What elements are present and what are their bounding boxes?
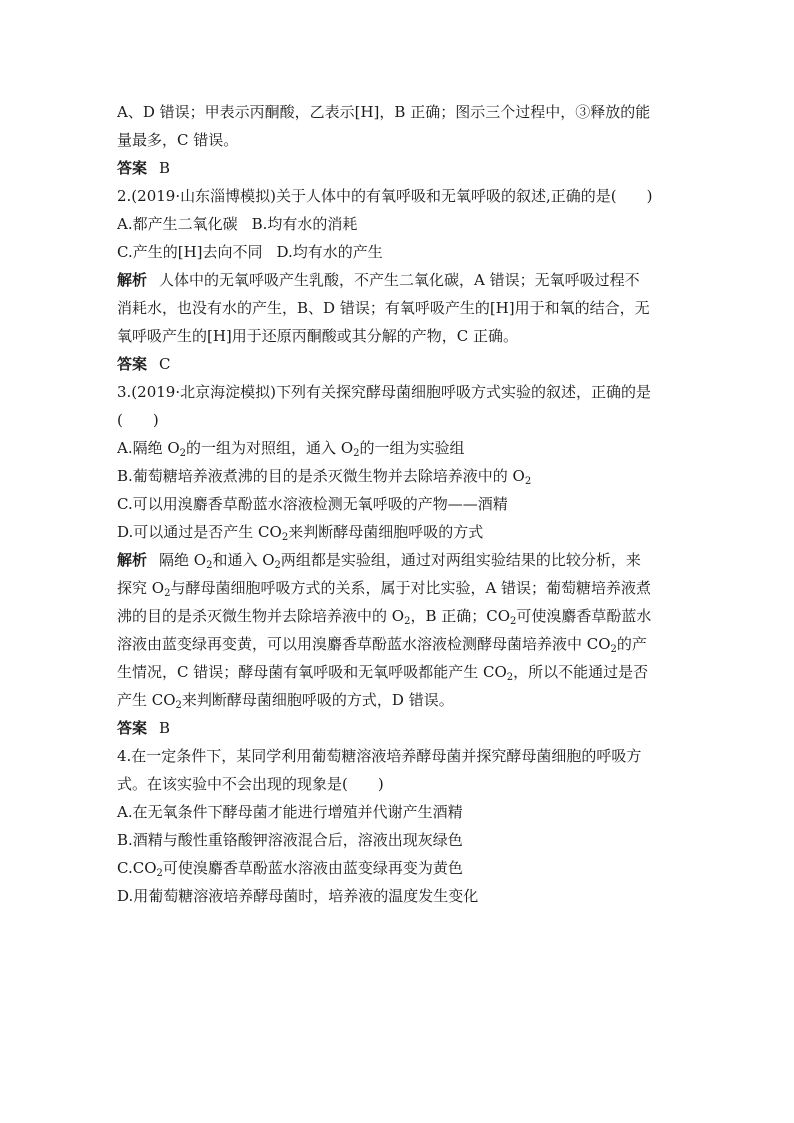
- q2-option-b: B.均有水的消耗: [251, 215, 358, 233]
- answer-label: 答案: [117, 159, 148, 177]
- answer-value: B: [159, 719, 171, 737]
- subscript: 2: [404, 616, 411, 627]
- q2-explanation-text: 人体中的无氧呼吸产生乳酸，不产生二氧化碳，A 错误；无氧呼吸过程不: [159, 271, 640, 289]
- answer-value: B: [159, 159, 171, 177]
- subscript: 2: [164, 588, 171, 599]
- subscript: 2: [506, 672, 514, 683]
- text: D.可以通过是否产生 CO: [117, 523, 282, 541]
- q2-explanation-line: 氧呼吸产生的[H]用于还原丙酮酸或其分解的产物，C 正确。: [117, 327, 519, 345]
- text: 溶液由蓝变绿再变黄，可以用溴麝香草酚蓝水溶液检测酵母菌培养液中 CO: [117, 635, 611, 653]
- q4-stem: 式。在该实验中不会出现的现象是( ): [117, 775, 384, 793]
- q3-explanation-line: [117, 574, 679, 602]
- q3-explanation-line: [117, 686, 679, 714]
- q4-option-d: D.用葡萄糖溶液培养酵母菌时，培养液的温度发生变化: [117, 887, 479, 905]
- q2-options-row: [117, 210, 679, 238]
- text: 来判断酵母菌细胞呼吸的方式: [288, 523, 484, 541]
- q3-option-b: [117, 462, 679, 490]
- text: 产生 CO: [117, 691, 176, 709]
- subscript: 2: [179, 448, 187, 459]
- text: 和通入 O: [212, 551, 275, 569]
- document-page: [117, 98, 679, 910]
- text: 沸的目的是杀灭微生物并去除培养液中的 O: [117, 607, 405, 625]
- text: 可使溴麝香草酚蓝水: [516, 607, 652, 625]
- q2-explanation-line: [117, 266, 679, 294]
- q2-option-a: A.都产生二氧化碳: [117, 215, 238, 233]
- text: 的产: [616, 635, 647, 653]
- q3-explanation-line: [117, 658, 679, 686]
- q2-option-d: D.均有水的产生: [276, 243, 383, 261]
- q4-option-a: A.在无氧条件下酵母菌才能进行增殖并代谢产生酒精: [117, 803, 463, 821]
- q4-option-b: B.酒精与酸性重铬酸钾溶液混合后，溶液出现灰绿色: [117, 831, 463, 849]
- subscript: 2: [510, 616, 517, 627]
- q3-explanation-line: [117, 546, 679, 574]
- text: ，所以不能通过是否: [513, 663, 649, 681]
- explanation-label: 解析: [117, 551, 148, 569]
- text: ，B 正确；CO: [410, 607, 511, 625]
- subscript: 2: [175, 700, 182, 711]
- text: 与酵母菌细胞呼吸方式的关系，属于对比实验，A 错误；葡萄糖培养液煮: [170, 579, 652, 597]
- q3-explanation-line: [117, 602, 679, 630]
- q2-option-c: C.产生的[H]去向不同: [117, 243, 263, 261]
- q4-option-c: [117, 854, 679, 882]
- answer-label: 答案: [117, 355, 148, 373]
- subscript: 2: [524, 476, 532, 487]
- text: 的一组为对照组，通入 O: [186, 439, 354, 457]
- q3-option-a: [117, 434, 679, 462]
- q1-explanation-line: A、D 错误；甲表示丙酮酸，乙表示[H]，B 正确；图示三个过程中，③释放的能: [117, 103, 651, 121]
- text: B.葡萄糖培养液煮沸的目的是杀灭微生物并去除培养液中的 O: [117, 467, 525, 485]
- q3-explanation-line: [117, 630, 679, 658]
- q3-option-d: [117, 518, 679, 546]
- answer-label: 答案: [117, 719, 148, 737]
- subscript: 2: [156, 868, 163, 879]
- q2-stem: 2.(2019·山东淄博模拟)关于人体中的有氧呼吸和无氧呼吸的叙述,正确的是( ): [117, 187, 653, 205]
- text: 探究 O: [117, 579, 165, 597]
- q2-explanation-line: 消耗水，也没有水的产生，B、D 错误；有氧呼吸产生的[H]用于和氧的结合，无: [117, 299, 650, 317]
- text: 两组都是实验组，通过对两组实验结果的比较分析，来: [280, 551, 641, 569]
- q2-options-row: [117, 238, 679, 266]
- subscript: 2: [274, 560, 281, 571]
- text: 生情况，C 错误；酵母菌有氧呼吸和无氧呼吸都能产生 CO: [117, 663, 507, 681]
- text: A.隔绝 O: [117, 439, 180, 457]
- subscript: 2: [353, 448, 360, 459]
- q1-explanation-line: 量最多，C 错误。: [117, 131, 239, 149]
- subscript: 2: [281, 532, 289, 543]
- explanation-label: 解析: [117, 271, 148, 289]
- text: C.CO: [117, 859, 157, 877]
- text: 隔绝 O: [159, 551, 207, 569]
- q3-option-c: C.可以用溴麝香草酚蓝水溶液检测无氧呼吸的产物——酒精: [117, 495, 508, 513]
- answer-value: C: [159, 355, 171, 373]
- q1-answer: [117, 154, 679, 182]
- subscript: 2: [206, 560, 213, 571]
- q3-stem: 3.(2019·北京海淀模拟)下列有关探究酵母菌细胞呼吸方式实验的叙述，正确的是: [117, 383, 651, 401]
- text: 的一组为实验组: [359, 439, 465, 457]
- q4-stem: 4.在一定条件下，某同学利用葡萄糖溶液培养酵母菌并探究酵母菌细胞的呼吸方: [117, 747, 642, 765]
- subscript: 2: [610, 644, 617, 655]
- q3-stem: ( ): [117, 411, 159, 429]
- text: 来判断酵母菌细胞呼吸的方式，D 错误。: [181, 691, 454, 709]
- q3-answer: [117, 714, 679, 742]
- q2-answer: [117, 350, 679, 378]
- text: 可使溴麝香草酚蓝水溶液由蓝变绿再变为黄色: [162, 859, 463, 877]
